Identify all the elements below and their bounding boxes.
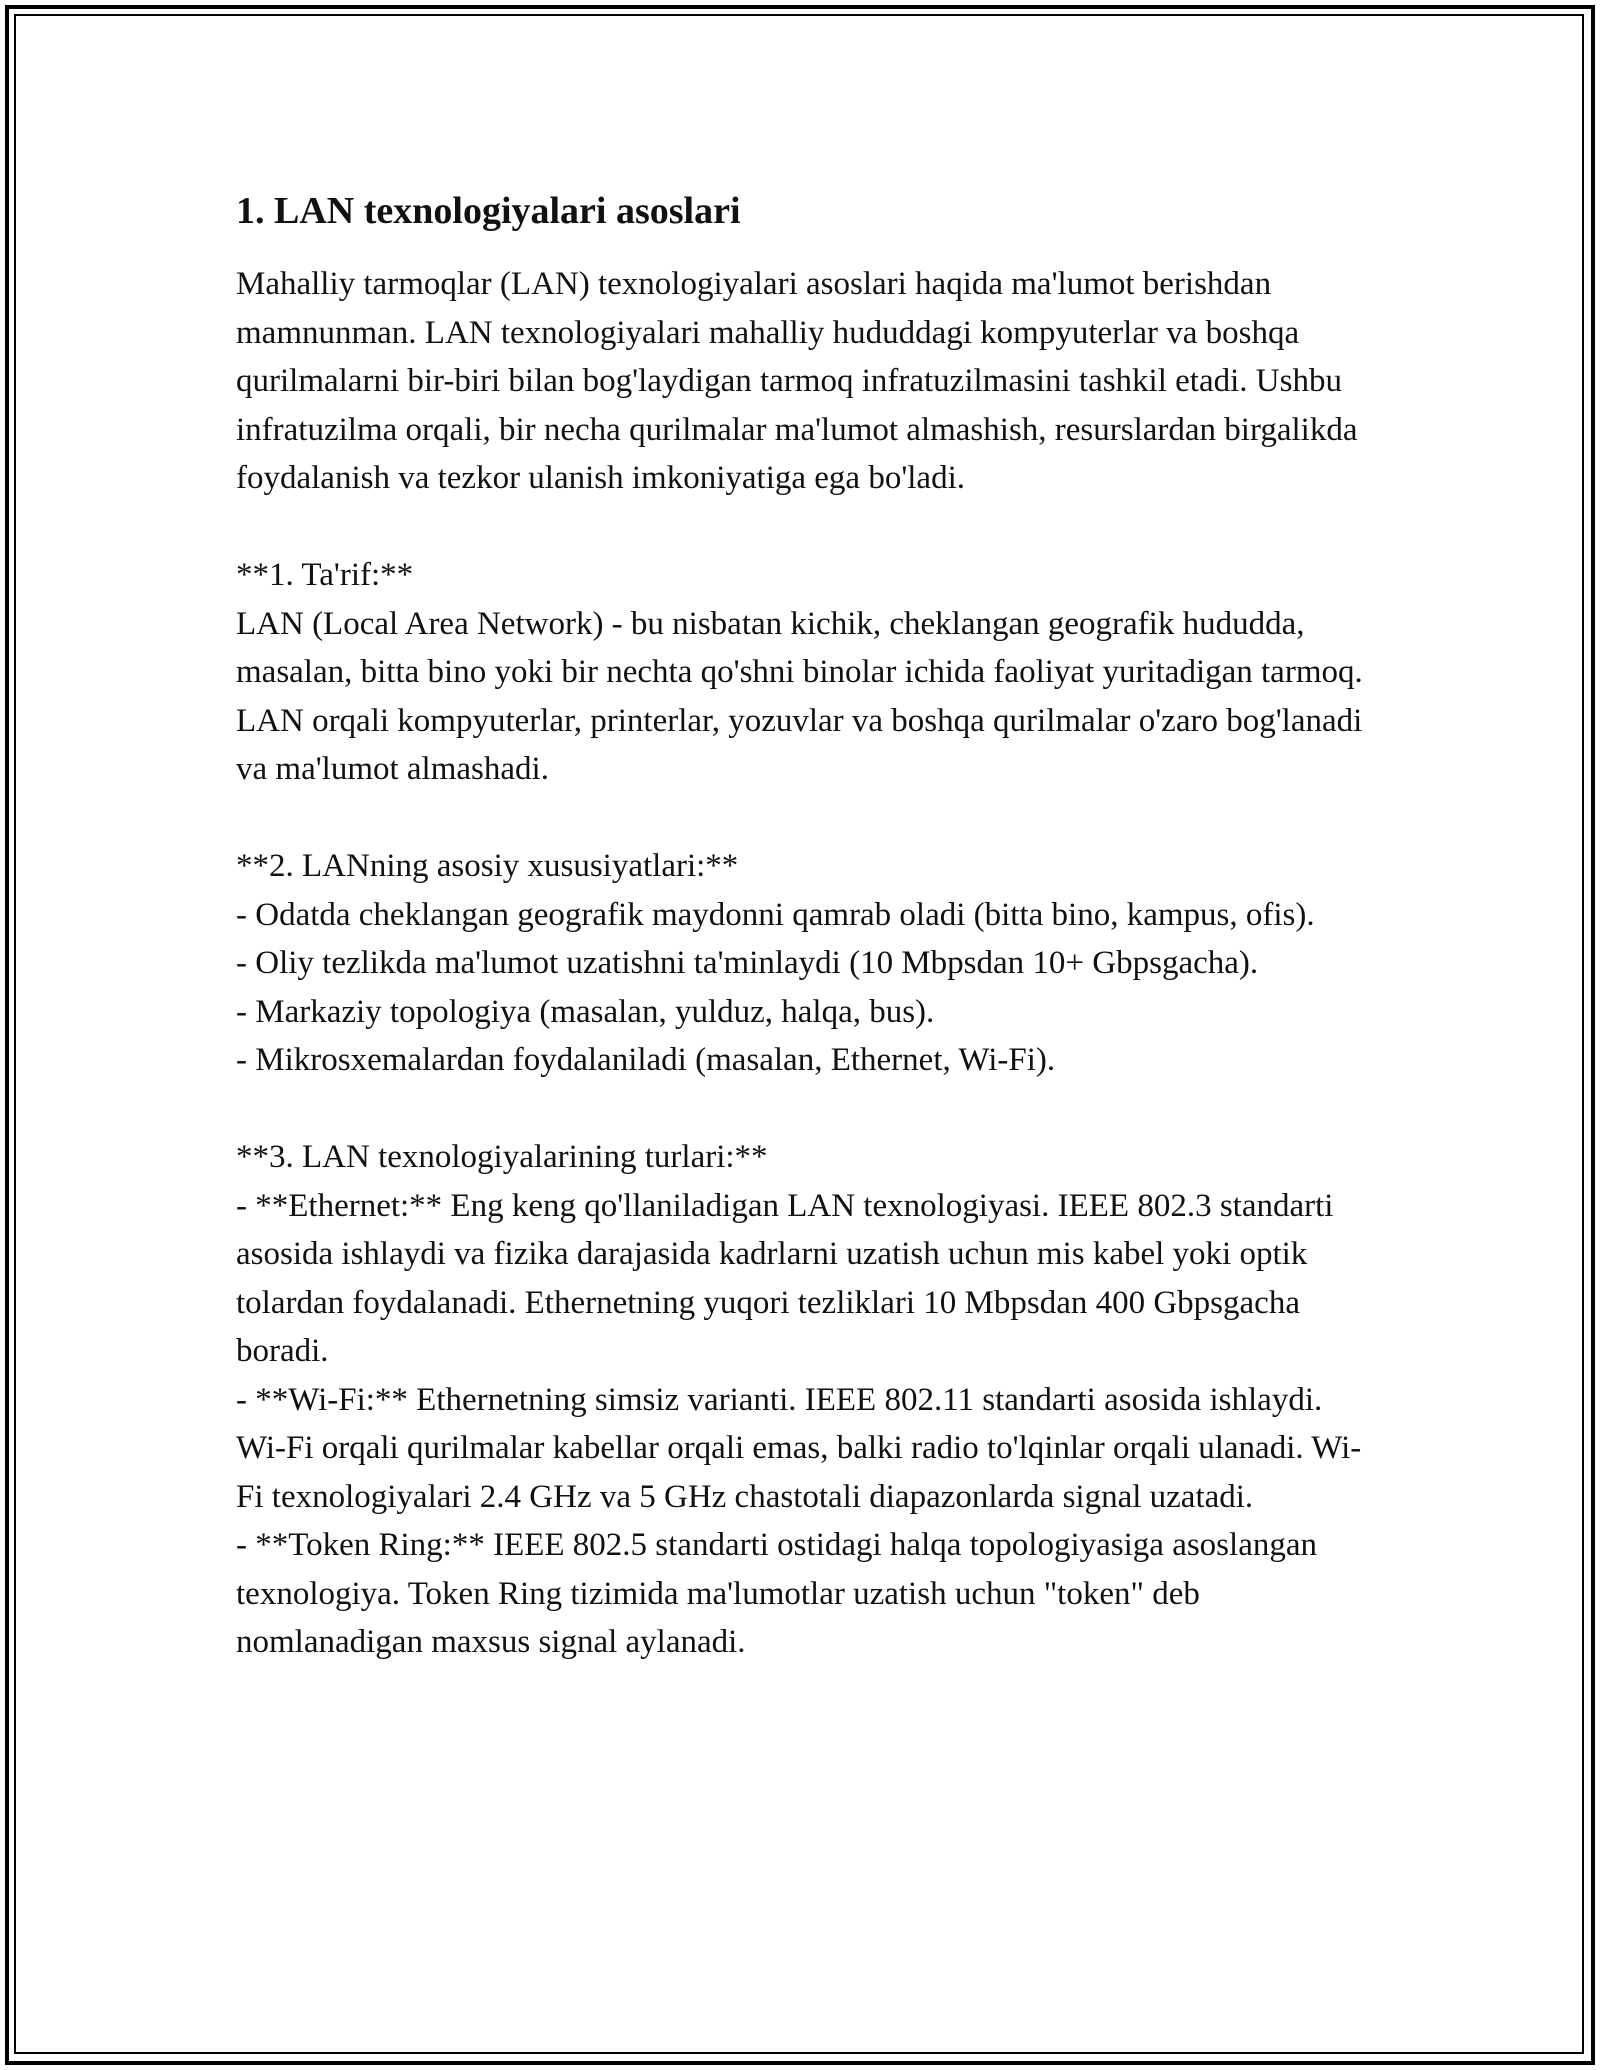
list-item: - Odatda cheklangan geografik maydonni qamrab oladi (bitta bino, kampus, ofis). <box>236 896 1315 933</box>
paragraph-gap <box>236 1085 1366 1134</box>
list-item: - **Token Ring:** IEEE 802.5 standarti ostidagi halqa topologiyasiga asoslangan texnologiya. Token Ring tizimida ma'lumotlar uzatish uchun "token" deb nomlanadigan maxsus signal aylanadi. <box>236 1527 1317 1660</box>
list-item: - Markaziy topologiya (masalan, yulduz, halqa, bus). <box>236 993 935 1030</box>
paragraph-gap <box>236 794 1366 843</box>
paragraph-gap <box>236 503 1366 552</box>
intro-paragraph: Mahalliy tarmoqlar (LAN) texnologiyalari asoslari haqida ma'lumot berishdan mamnunman. LAN texnologiyalari mahalliy hududdagi kompyuterlar va boshqa qurilmalarni bir-biri bilan bog'laydigan tarmoq infratuzilmasini tashkil etadi. Ushbu infratuzilma orqali, bir necha qurilmalar ma'lumot almashish, resurslardan birgalikda foydalanish va tezkor ulanish imkoniyatiga ega bo'ladi. <box>236 266 1358 496</box>
list-item: - Mikrosxemalardan foydalaniladi (masalan, Ethernet, Wi-Fi). <box>236 1042 1056 1078</box>
list-item: - **Wi-Fi:** Ethernetning simsiz varianti. IEEE 802.11 standarti asosida ishlaydi. Wi-Fi orqali qurilmalar kabellar orqali emas, balki radio to'lqinlar orqali ulanadi. Wi-Fi texnologiyalari 2.4 GHz va 5 GHz chastotali diapazonlarda signal uzatadi. <box>236 1381 1362 1515</box>
list-item: - **Ethernet:** Eng keng qo'llaniladigan LAN texnologiyasi. IEEE 802.3 standarti asosida ishlaydi va fizika darajasida kadrlarni uzatish uchun mis kabel yoki optik tolardan foydalanadi. Ethernetning yuqori tezliklari 10 Mbpsdan 400 Gbpsgacha boradi. <box>236 1187 1334 1369</box>
section-1-heading: **1. Ta'rif:** <box>236 557 414 593</box>
section-1-text: LAN (Local Area Network) - bu nisbatan kichik, cheklangan geografik hududda, masalan, bitta bino yoki bir nechta qo'shni binolar ichida faoliyat yuritadigan tarmoq. LAN orqali kompyuterlar, printerlar, yozuvlar va boshqa qurilmalar o'zaro bog'lanadi va ma'lumot almashadi. <box>236 605 1363 787</box>
section-2-heading: **2. LANning asosiy xususiyatlari:** <box>236 848 739 884</box>
section-3-heading: **3. LAN texnologiyalarining turlari:** <box>236 1139 768 1175</box>
list-item: - Oliy tezlikda ma'lumot uzatishni ta'minlaydi (10 Mbpsdan 10+ Gbpsgacha). <box>236 945 1259 981</box>
document-title: 1. LAN texnologiyalari asoslari <box>236 190 741 232</box>
document-body <box>236 186 1366 1667</box>
